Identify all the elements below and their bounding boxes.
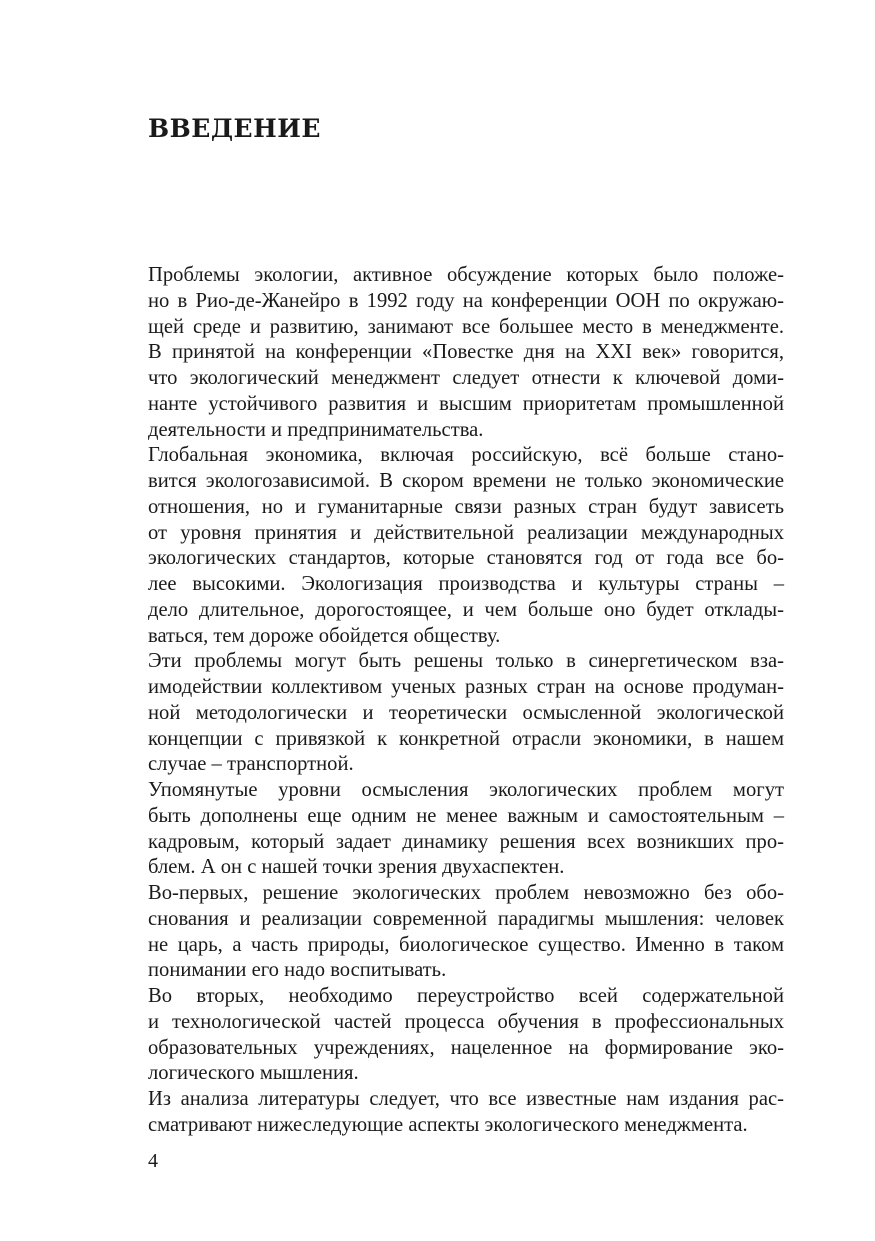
text-line: дело длительное, дорогостоящее, и чем больше оно будет отклады- — [148, 598, 784, 621]
chapter-heading: ВВЕДЕНИЕ — [148, 114, 321, 143]
text-line: образовательных учреждениях, нацеленное на формирование эко- — [148, 1036, 784, 1059]
text-line: деятельности и предпринимательства. — [148, 418, 484, 441]
text-line: лее высокими. Экологизация производства и культуры страны – — [148, 573, 784, 595]
text-line: В принятой на конференции «Повестке дня на XXI век» говорится, — [148, 341, 784, 364]
text-line: что экологический менеджмент следует отнести к ключевой доми- — [148, 367, 784, 389]
text-line: Эти проблемы могут быть решены только в синергетическом вза- — [148, 650, 784, 673]
text-line: экологических стандартов, которые становятся год от года все бо- — [148, 547, 784, 570]
text-line: ной методологически и теоретически осмысленной экологической — [148, 701, 784, 724]
text-line: концепции с привязкой к конкретной отрасли экономики, в нашем — [148, 727, 784, 750]
text-line: щей среде и развитию, занимают все большее место в менеджменте. — [148, 315, 784, 338]
text-line: Проблемы экологии, активное обсуждение которых было положе- — [148, 264, 784, 286]
paragraph — [148, 778, 784, 881]
paragraph — [148, 649, 784, 778]
text-line: от уровня принятия и действительной реализации международных — [148, 521, 784, 544]
text-line: нанте устойчивого развития и высшим приоритетам промышленной — [148, 392, 784, 415]
text-line: быть дополнены еще одним не менее важным и самостоятельным – — [148, 804, 784, 827]
text-line: отношения, но и гуманитарные связи разных стран будут зависеть — [148, 495, 784, 518]
text-line: имодействии коллективом ученых разных стран на основе продуман- — [148, 676, 784, 698]
paragraph — [148, 1087, 784, 1139]
text-line: Упомянутые уровни осмысления экологических проблем могут — [148, 779, 784, 801]
text-line: но в Рио-де-Жанейро в 1992 году на конференции ООН по окружаю- — [148, 289, 784, 312]
text-line: понимании его надо воспитывать. — [148, 959, 447, 982]
paragraph — [148, 443, 784, 649]
text-line: и технологической частей процесса обучения в профессиональных — [148, 1010, 784, 1033]
text-line: блем. А он с нашей точки зрения двухаспектен. — [148, 856, 565, 879]
page-number: 4 — [148, 1150, 158, 1172]
text-line: логического мышления. — [148, 1062, 359, 1085]
text-line: кадровым, который задает динамику решения всех возникших про- — [148, 830, 784, 853]
text-line: сматривают нижеследующие аспекты экологического менеджмента. — [148, 1113, 748, 1136]
text-line: Во вторых, необходимо переустройство всей содержательной — [148, 985, 784, 1007]
text-line: случае – транспортной. — [148, 753, 354, 776]
text-line: снования и реализации современной парадигмы мышления: человек — [148, 907, 784, 930]
text-line: Во-первых, решение экологических проблем невозможно без обо- — [148, 882, 784, 904]
body-text — [148, 263, 784, 1139]
text-line: вится экологозависимой. В скором времени не только экономические — [148, 470, 784, 492]
text-line: Из анализа литературы следует, что все известные нам издания рас- — [148, 1088, 784, 1110]
text-line: не царь, а часть природы, биологическое существо. Именно в таком — [148, 933, 784, 956]
text-line: Глобальная экономика, включая российскую, всё больше стано- — [148, 444, 784, 467]
paragraph — [148, 263, 784, 443]
paragraph — [148, 881, 784, 984]
text-line: ваться, тем дороже обойдется обществу. — [148, 624, 501, 647]
paragraph — [148, 984, 784, 1087]
